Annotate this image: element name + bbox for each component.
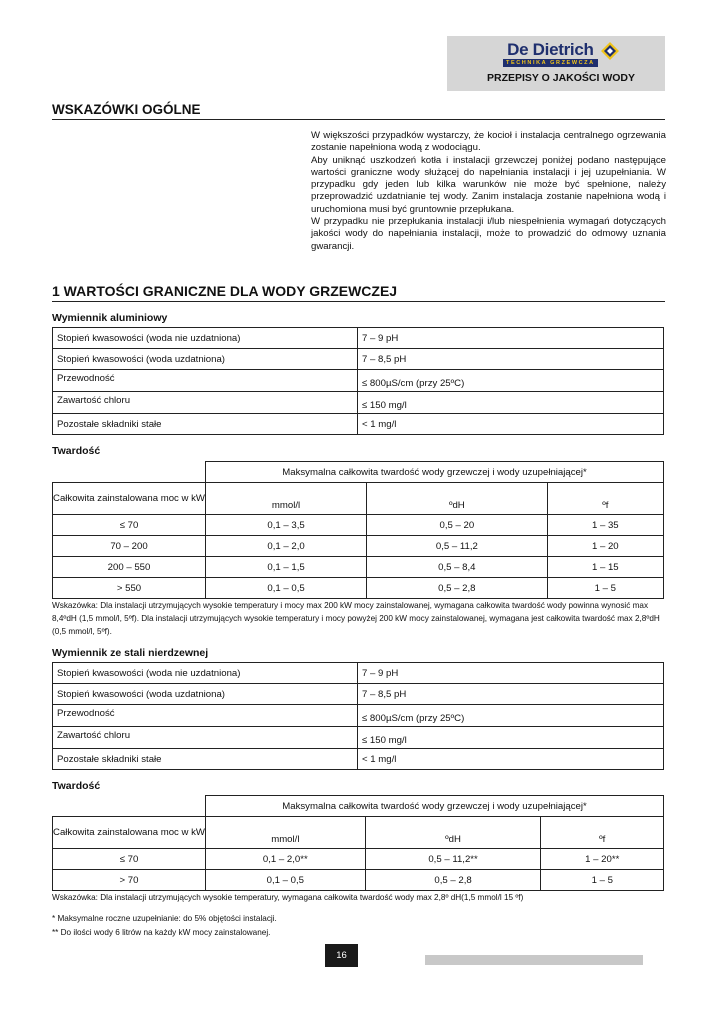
limits-section-title: 1 WARTOŚCI GRANICZNE DLA WODY GRZEWCZEJ <box>52 283 665 302</box>
table-row <box>53 392 664 414</box>
table-cell: 0,1 – 2,0 <box>206 536 367 557</box>
hardness-heading: Twardość <box>52 445 101 457</box>
intro-paragraph: W większości przypadków wystarczy, że kocioł i instalacja centralnego ogrzewania zostanie napełniona wodą z wodociągu. <box>311 130 666 154</box>
table-cell: 1 – 20 <box>547 536 663 557</box>
table-cell: > 550 <box>53 578 206 599</box>
table-cell: 1 – 5 <box>541 870 664 891</box>
empty-cell <box>53 796 206 817</box>
table-cell: > 70 <box>53 870 206 891</box>
table-row <box>53 462 664 483</box>
table-cell: 0,1 – 0,5 <box>206 578 367 599</box>
table-row <box>53 414 664 435</box>
hardness-table-aluminium <box>52 461 664 599</box>
general-section-title: WSKAZÓWKI OGÓLNE <box>52 102 665 120</box>
param-value: < 1 mg/l <box>358 414 664 435</box>
brand-tagline: TECHNIKA GRZEWCZA <box>503 59 598 67</box>
param-label: Zawartość chloru <box>53 727 358 749</box>
power-col-header: Całkowita zainstalowana moc w kW <box>53 483 206 515</box>
param-label: Stopień kwasowości (woda nie uzdatniona) <box>53 663 358 684</box>
table-cell: 0,5 – 8,4 <box>367 557 548 578</box>
param-value: 7 – 9 pH <box>358 663 664 684</box>
aluminium-table <box>52 327 664 435</box>
table-row <box>53 705 664 727</box>
unit-col-header: ºdH <box>365 817 541 849</box>
table-cell: 1 – 35 <box>547 515 663 536</box>
table-cell: ≤ 70 <box>53 515 206 536</box>
brand-diamond-icon <box>601 42 619 60</box>
table-cell: 1 – 5 <box>547 578 663 599</box>
table-row <box>53 515 664 536</box>
table-row <box>53 684 664 705</box>
empty-cell <box>53 462 206 483</box>
param-label: Stopień kwasowości (woda uzdatniona) <box>53 349 358 370</box>
table-row <box>53 749 664 770</box>
param-label: Pozostałe składniki stałe <box>53 749 358 770</box>
power-col-header: Całkowita zainstalowana moc w kW <box>53 817 206 849</box>
table-row <box>53 349 664 370</box>
table-cell: 0,5 – 2,8 <box>365 870 541 891</box>
table-cell: 0,5 – 11,2** <box>365 849 541 870</box>
param-value: 7 – 8,5 pH <box>358 684 664 705</box>
intro-text <box>311 130 666 253</box>
table-cell: 0,1 – 3,5 <box>206 515 367 536</box>
table-cell: 0,5 – 11,2 <box>367 536 548 557</box>
param-label: Stopień kwasowości (woda nie uzdatniona) <box>53 328 358 349</box>
footnote: * Maksymalne roczne uzupełnianie: do 5% objętości instalacji. <box>52 914 277 923</box>
footnote: ** Do ilości wody 6 litrów na każdy kW mocy zainstalowanej. <box>52 928 271 937</box>
param-value: ≤ 150 mg/l <box>358 727 664 749</box>
unit-col-header: mmol/l <box>206 483 367 515</box>
brand-logo <box>503 41 619 67</box>
table-row <box>53 536 664 557</box>
table-row <box>53 849 664 870</box>
param-value: ≤ 800µS/cm (przy 25ºC) <box>358 705 664 727</box>
hardness-table-steel <box>52 795 664 891</box>
table-row <box>53 578 664 599</box>
steel-table <box>52 662 664 770</box>
table-cell: 0,1 – 2,0** <box>206 849 366 870</box>
param-label: Przewodność <box>53 705 358 727</box>
table-cell: 70 – 200 <box>53 536 206 557</box>
table-row <box>53 870 664 891</box>
table-row <box>53 557 664 578</box>
table-row <box>53 727 664 749</box>
param-label: Zawartość chloru <box>53 392 358 414</box>
param-value: < 1 mg/l <box>358 749 664 770</box>
table-row <box>53 817 664 849</box>
unit-col-header: ºf <box>541 817 664 849</box>
span-header: Maksymalna całkowita twardość wody grzewczej i wody uzupełniającej* <box>206 462 664 483</box>
page-number: 16 <box>325 944 358 967</box>
table-row <box>53 663 664 684</box>
brand-name: De Dietrich <box>507 40 594 59</box>
table-cell: 1 – 15 <box>547 557 663 578</box>
table-cell: 1 – 20** <box>541 849 664 870</box>
footer-bar <box>425 955 643 965</box>
table-cell: ≤ 70 <box>53 849 206 870</box>
unit-col-header: mmol/l <box>206 817 366 849</box>
param-value: 7 – 9 pH <box>358 328 664 349</box>
param-label: Pozostałe składniki stałe <box>53 414 358 435</box>
hardness-heading: Twardość <box>52 780 101 792</box>
param-value: ≤ 800µS/cm (przy 25ºC) <box>358 370 664 392</box>
param-label: Stopień kwasowości (woda uzdatniona) <box>53 684 358 705</box>
table-row <box>53 483 664 515</box>
param-value: 7 – 8,5 pH <box>358 349 664 370</box>
table-cell: 0,5 – 2,8 <box>367 578 548 599</box>
param-value: ≤ 150 mg/l <box>358 392 664 414</box>
table-row <box>53 370 664 392</box>
doc-title: PRZEPISY O JAKOŚCI WODY <box>487 72 635 84</box>
intro-paragraph: Aby uniknąć uszkodzeń kotła i instalacji grzewczej poniżej podano następujące wartości graniczne wody służącej do napełniania instalacji i jej uzupełniania. W przypadku gdy jeden lub kilka warunków nie może być spełnione, należy przeprowadzić uzdatnianie tej wody. Zanim instalacja zostanie napełniona wodą i uruchomiona musi być gruntownie przepłukana. <box>311 154 666 215</box>
param-label: Przewodność <box>53 370 358 392</box>
table-cell: 0,5 – 20 <box>367 515 548 536</box>
aluminium-heading: Wymiennik aluminiowy <box>52 312 168 324</box>
unit-col-header: ºdH <box>367 483 548 515</box>
unit-col-header: ºf <box>547 483 663 515</box>
table-row <box>53 796 664 817</box>
hardness-note: Wskazówka: Dla instalacji utrzymujących wysokie temperatury, wymagana całkowita twardość wody max 2,8º dH(1,5 mmol/l 15 ºf) <box>52 893 524 902</box>
steel-heading: Wymiennik ze stali nierdzewnej <box>52 647 209 659</box>
table-cell: 200 – 550 <box>53 557 206 578</box>
span-header: Maksymalna całkowita twardość wody grzewczej i wody uzupełniającej* <box>206 796 664 817</box>
table-cell: 0,1 – 1,5 <box>206 557 367 578</box>
hardness-note: Wskazówka: Dla instalacji utrzymujących wysokie temperatury i mocy max 200 kW mocy zainstalowanej, wymagana całkowita twardość wody powinna wynosić max 8,4ºdH (1,5 mmol/l, 5ºf). Dla instalacji utrzymujących wysokie temperatury i mocy powyżej 200 kW mocy zainstalowanej, wymagana jest całkowita twardość max 2,8ºdH (0,5 mmol/l, 5ºf). <box>52 601 660 636</box>
table-row <box>53 328 664 349</box>
table-cell: 0,1 – 0,5 <box>206 870 366 891</box>
intro-paragraph: W przypadku nie przepłukania instalacji i/lub niespełnienia wymagań dotyczących jakości wody do napełniania instalacji, może to prowadzić do odmowy uznania gwarancji. <box>311 216 666 252</box>
